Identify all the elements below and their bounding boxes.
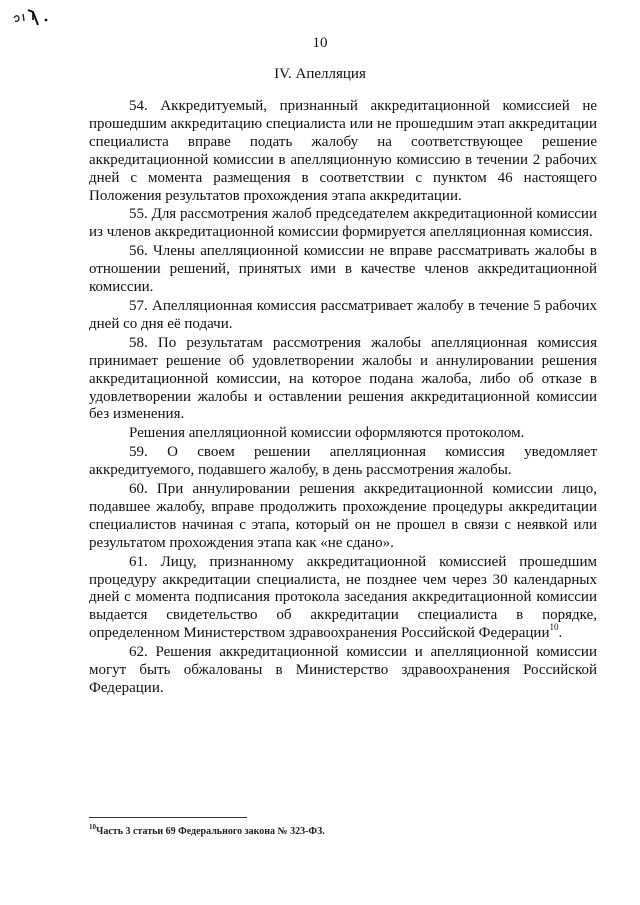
- paragraph-55: [89, 206, 597, 242]
- paragraph-text: 62. Решения аккредитационной комиссии и апелляционной комиссии могут быть обжалованы в Министерство здравоохранения Российской Федерации.: [89, 644, 597, 696]
- paragraph-text: 60. При аннулировании решения аккредитационной комиссии лицо, подавшее жалобу, вправе продолжить прохождение процедуры аккредитации специалистов начиная с этапа, который он не прошел в связи с неявкой или результатом прохождения этапа как «не сдано».: [89, 481, 597, 551]
- paragraph-text: 56. Члены апелляционной комиссии не вправе рассматривать жалобы в отношении решений, принятых ими в качестве членов аккредитационной комиссии.: [89, 243, 597, 296]
- paragraph-text: 54. Аккредитуемый, признанный аккредитационной комиссией не прошедшим аккредитацию специалиста или не прошедшим этап аккредитации специалиста вправе подать жалобу на соответствующее решение аккредитационной комиссии в апелляционную комиссию в течении 2 рабочих дней с момента размещения в соответствии с пунктом 46 настоящего Положения результатов прохождения этапа аккредитации.: [89, 98, 597, 204]
- paragraph-text: 61. Лицу, признанному аккредитационной комиссией прошедшим процедуру аккредитации специалиста, не позднее чем через 30 календарных дней с момента подписания протокола заседания аккредитационной комиссии выдается свидетельство об аккредитации специалиста в порядке, определенном Министерством здравоохранения Российской Федерации: [89, 553, 597, 642]
- section-title: IV. Апелляция: [274, 66, 366, 82]
- footnote-text: Часть 3 статьи 69 Федерального закона № 323-ФЗ.: [96, 826, 325, 837]
- document-body: [89, 98, 597, 698]
- footnote-marker: 10: [89, 822, 96, 831]
- paragraph-56: [89, 243, 597, 297]
- page-number: 10: [312, 35, 328, 51]
- paragraph-text: 57. Апелляционная комиссия рассматривает жалобу в течение 5 рабочих дней со дня её подачи.: [89, 297, 597, 332]
- paragraph-54: [89, 98, 597, 205]
- footnote-separator: [89, 817, 247, 818]
- paragraph-60: [89, 481, 597, 553]
- paragraph-57: [89, 298, 597, 334]
- footnote-reference[interactable]: 10: [549, 622, 559, 633]
- paragraph-text: 55. Для рассмотрения жалоб председателем аккредитационной комиссии из членов аккредитационной комиссии формируется апелляционная комиссия.: [89, 206, 597, 241]
- paragraph-text: Решения апелляционной комиссии оформляются протоколом.: [129, 425, 525, 442]
- paragraph-61: [89, 554, 597, 644]
- scan-mark-icon: [11, 4, 53, 30]
- footnote: [89, 822, 589, 837]
- paragraph-text: 59. О своем решении апелляционная комиссия уведомляет аккредитуемого, подавшего жалобу, в день рассмотрения жалобы.: [89, 444, 597, 479]
- paragraph-end-punctuation: .: [558, 625, 563, 642]
- paragraph-58: [89, 335, 597, 425]
- paragraph-62: [89, 644, 597, 698]
- paragraph-protocol: [89, 425, 597, 443]
- paragraph-text: 58. По результатам рассмотрения жалобы апелляционная комиссия принимает решение об удовлетворении жалобы и аннулировании решения аккредитационной комиссии, на которое подана жалоба, либо об отказе в удовлетворении жалобы и оставлении решения аккредитационной комиссии без изменения.: [89, 334, 597, 423]
- paragraph-59: [89, 444, 597, 480]
